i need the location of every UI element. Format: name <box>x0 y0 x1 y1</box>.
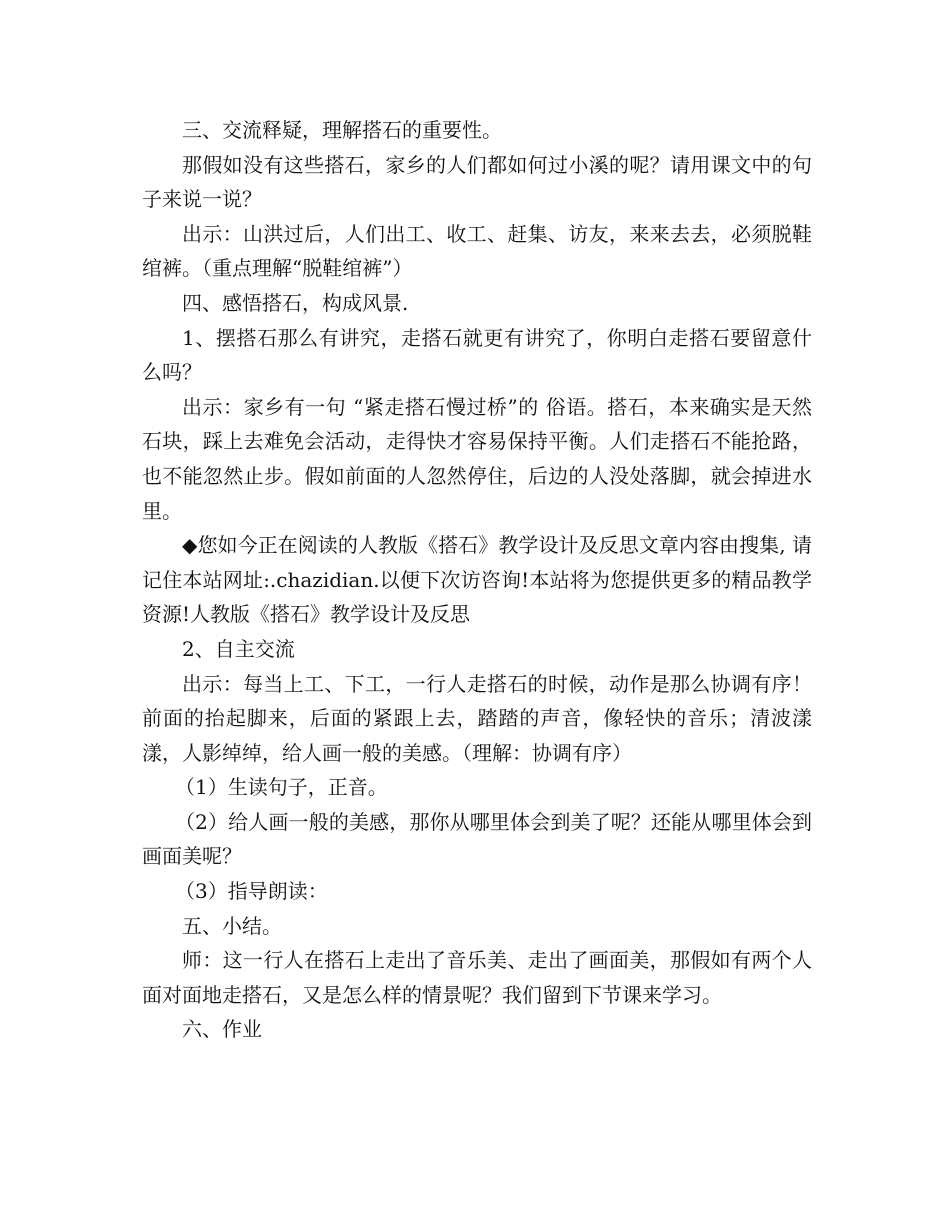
paragraph-item-2: 2、自主交流 <box>182 636 295 661</box>
section-heading-3: 三、交流释疑，理解搭石的重要性。 <box>182 118 502 142</box>
section-heading-4: 四、感悟搭石，构成风景. <box>182 290 409 315</box>
paragraph-site-notice: ◆您如今正在阅读的人教版《搭石》教学设计及反思文章内容由搜集, 请记住本站网址:.chazidian.以便下次访咨询!本站将为您提供更多的精品教学资源!人教版《搭石》教学设计及反思 <box>142 533 812 627</box>
paragraph-show-1: 出示：山洪过后，人们出工、收工、赶集、访友，来来去去，必须脱鞋绾裤。（重点理解“脱鞋绾裤”） <box>142 221 812 281</box>
section-heading-5: 五、小结。 <box>182 913 282 938</box>
document-body <box>142 113 812 1047</box>
paragraph-subitem-3: （3）指导朗读： <box>175 879 328 904</box>
paragraph-subitem-1: （1）生读句子，正音。 <box>175 775 388 800</box>
paragraph-teacher: 师：这一行人在搭石上走出了音乐美、走出了画面美，那假如有两个人面对面地走搭石，又是怎么样的情景呢？我们留到下节课来学习。 <box>142 948 812 1007</box>
paragraph-item-1: 1、摆搭石那么有讲究，走搭石就更有讲究了，你明白走搭石要留意什么吗？ <box>142 325 812 385</box>
paragraph-show-2: 出示：家乡有一句 “紧走搭石慢过桥”的 俗语。搭石，本来确实是天然石块，踩上去难免会活动，走得快才容易保持平衡。人们走搭石不能抢路，也不能忽然止步。假如前面的人忽然停住，后边的人没处落脚，就会掉进水里。 <box>142 394 812 523</box>
section-heading-6: 六、作业 <box>182 1017 262 1042</box>
paragraph-subitem-2: （2）给人画一般的美感，那你从哪里体会到美了呢？还能从哪里体会到画面美呢？ <box>142 809 812 869</box>
paragraph-show-3: 出示：每当上工、下工，一行人走搭石的时候，动作是那么协调有序！前面的抬起脚来，后面的紧跟上去，踏踏的声音，像轻快的音乐；清波漾漾，人影绰绰，给人画一般的美感。（理解：协调有序） <box>142 671 812 765</box>
paragraph-question: 那假如没有这些搭石，家乡的人们都如何过小溪的呢？请用课文中的句子来说一说？ <box>142 152 812 212</box>
